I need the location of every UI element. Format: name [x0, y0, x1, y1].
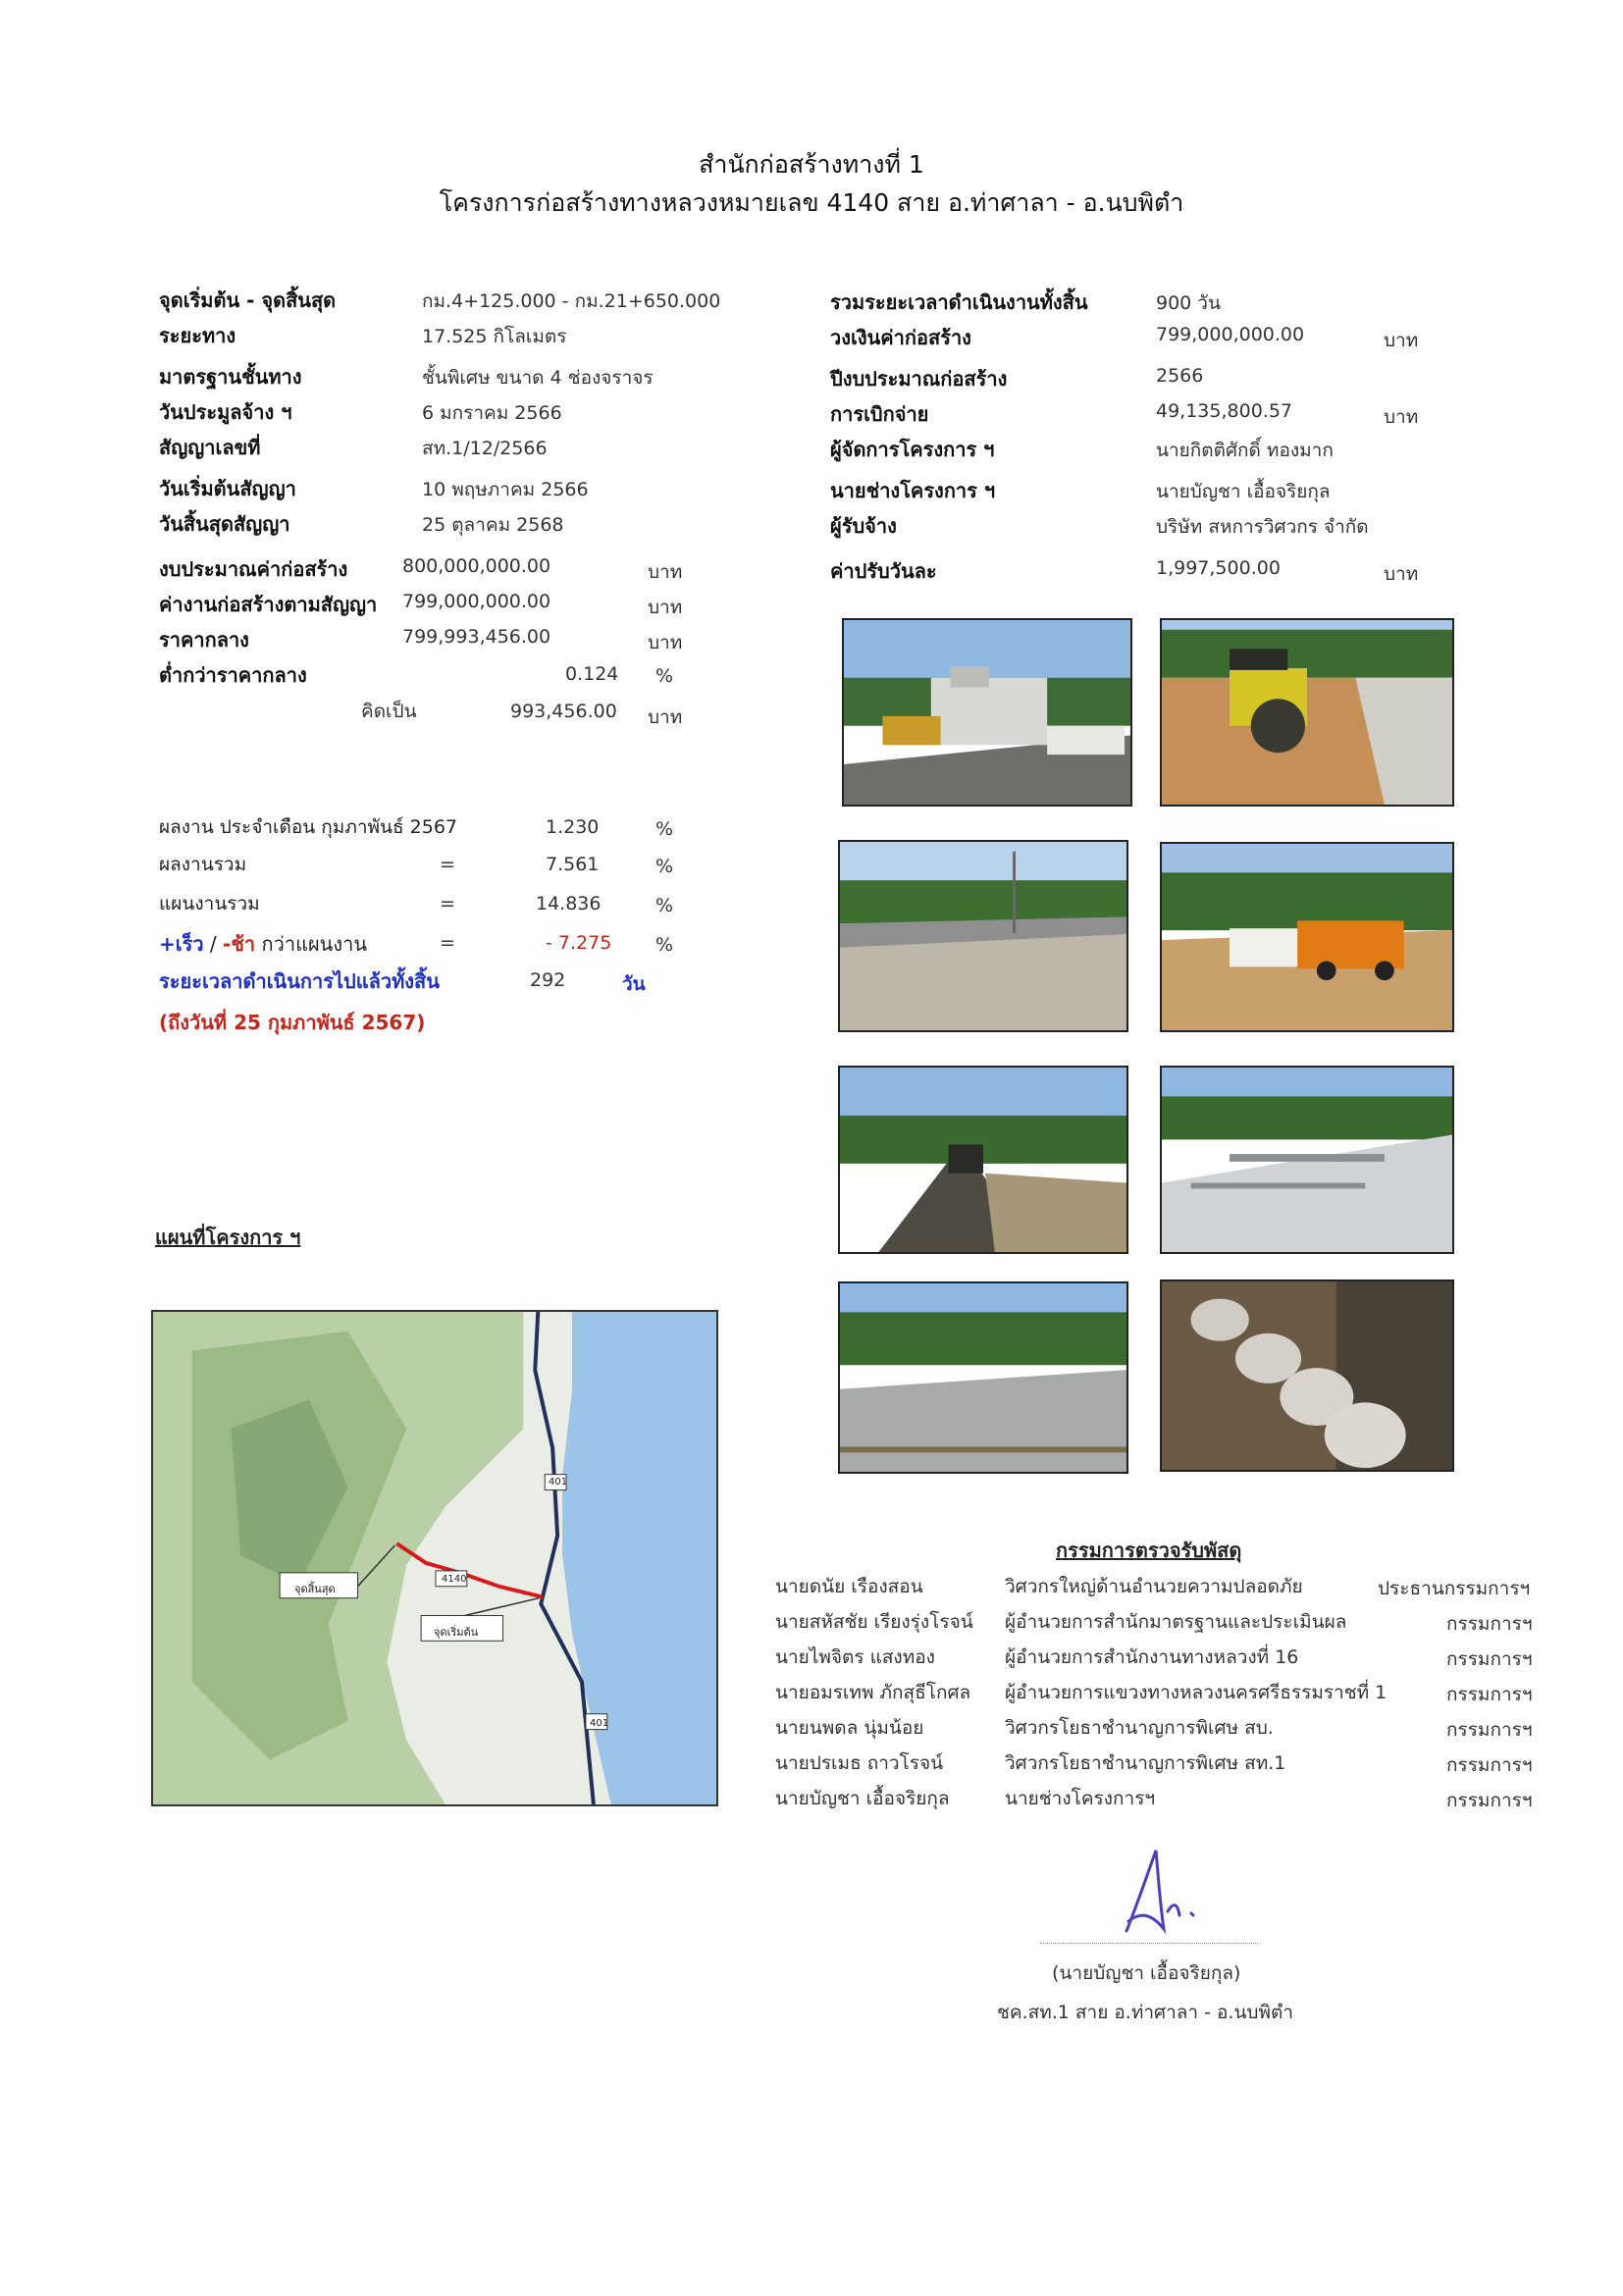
info-label: ระยะทาง: [159, 324, 236, 347]
fast-label: +เร็ว: [159, 932, 204, 956]
progress-monthly-value: 1.230: [546, 816, 600, 838]
info-value: 2566: [1156, 365, 1204, 387]
member-role: กรรมการฯ: [1446, 1648, 1533, 1670]
info-label: ผู้จัดการโครงการ ฯ: [830, 438, 995, 461]
budget-value: 800,000,000.00: [402, 555, 551, 577]
info-value: ชั้นพิเศษ ขนาด 4 ช่องจราจร: [422, 367, 654, 389]
member-role: กรรมการฯ: [1446, 1684, 1533, 1705]
member-role: กรรมการฯ: [1446, 1790, 1533, 1811]
info-value: สท.1/12/2566: [422, 438, 548, 459]
diff-label-rest: กว่าแผนงาน: [255, 932, 368, 956]
info-label: การเบิกจ่าย: [830, 402, 929, 426]
member-name: นายอมรเทพ ภักสุธีโกศล: [775, 1682, 971, 1703]
info-unit: บาท: [1384, 330, 1419, 351]
budget-unit: %: [655, 665, 674, 687]
slash-separator: /: [203, 932, 224, 956]
construction-photo-concrete-road: [1160, 1066, 1454, 1254]
construction-photo-paver: [838, 1066, 1128, 1254]
member-role: ประธานกรรมการฯ: [1378, 1578, 1531, 1599]
info-label: ผู้รับจ้าง: [830, 514, 897, 538]
progress-diff-label: [159, 928, 367, 960]
budget-diff-label: คิดเป็น: [361, 701, 417, 722]
budget-unit: บาท: [648, 597, 683, 618]
info-label: วงเงินค่าก่อสร้าง: [830, 326, 971, 349]
construction-photo-milling-machine: [842, 618, 1132, 807]
budget-unit: บาท: [648, 632, 683, 653]
member-position: วิศวกรใหญ่ด้านอำนวยความปลอดภัย: [1005, 1576, 1303, 1597]
budget-value: 799,993,456.00: [402, 626, 551, 648]
info-label: ปีงบประมาณก่อสร้าง: [830, 367, 1008, 391]
signer-title: ชค.สท.1 สาย อ.ท่าศาลา - อ.นบพิตำ: [997, 2002, 1294, 2023]
member-name: นายสหัสชัย เรียงรุ่งโรจน์: [775, 1611, 973, 1633]
budget-label: ค่างานก่อสร้างตามสัญญา: [159, 593, 378, 616]
progress-total-label: ผลงานรวม: [159, 854, 247, 875]
signature-line: [1040, 1943, 1258, 1944]
elapsed-unit: วัน: [622, 973, 646, 995]
progress-diff-value: - 7.275: [546, 932, 612, 954]
member-name: นายปรเมธ ถาวโรจน์: [775, 1752, 944, 1774]
member-name: นายนพดล นุ่มน้อย: [775, 1717, 924, 1739]
info-value: 25 ตุลาคม 2568: [422, 514, 564, 536]
progress-plan-label: แผนงานรวม: [159, 893, 260, 914]
member-name: นายบัญชา เอื้อจริยกุล: [775, 1788, 950, 1809]
end-point-label: จุดสิ้นสุด: [294, 1583, 336, 1595]
member-role: กรรมการฯ: [1446, 1719, 1533, 1741]
budget-label: ราคากลาง: [159, 628, 249, 652]
info-label: สัญญาเลขที่: [159, 436, 261, 459]
budget-unit: บาท: [648, 561, 683, 583]
info-value: นายบัญชา เอื้อจริยกุล: [1156, 481, 1331, 502]
equals-sign: =: [440, 893, 455, 914]
budget-label: งบประมาณค่าก่อสร้าง: [159, 557, 348, 581]
info-label: นายช่างโครงการ ฯ: [830, 479, 996, 502]
info-value: 900 วัน: [1156, 292, 1221, 314]
highway-401-label: 401: [590, 1718, 609, 1729]
start-point-label: จุดเริ่มต้น: [434, 1626, 479, 1639]
info-label: มาตรฐานชั้นทาง: [159, 365, 302, 389]
info-value: กม.4+125.000 - กม.21+650.000: [422, 290, 721, 312]
percent-sign: %: [655, 818, 674, 840]
member-position: ผู้อำนวยการแขวงทางหลวงนครศรีธรรมราชที่ 1: [1005, 1682, 1387, 1703]
info-value: 49,135,800.57: [1156, 400, 1293, 422]
member-position: วิศวกรโยธาชำนาญการพิเศษ สบ.: [1005, 1717, 1274, 1739]
member-position: ผู้อำนวยการสำนักงานทางหลวงที่ 16: [1005, 1646, 1299, 1668]
info-unit: บาท: [1384, 406, 1419, 428]
info-value: 799,000,000.00: [1156, 324, 1305, 345]
office-title: สำนักก่อสร้างทางที่ 1: [699, 150, 924, 179]
map-heading: แผนที่โครงการ ฯ: [155, 1226, 301, 1249]
construction-photo-road-roller: [1160, 618, 1454, 807]
elapsed-value: 292: [530, 969, 566, 991]
as-of-date: (ถึงวันที่ 25 กุมภาพันธ์ 2567): [159, 1011, 426, 1034]
progress-total-value: 7.561: [546, 854, 600, 875]
equals-sign: =: [440, 854, 455, 875]
info-label: วันเริ่มต้นสัญญา: [159, 477, 296, 500]
info-label: รวมระยะเวลาดำเนินงานทั้งสิ้น: [830, 290, 1088, 314]
info-label: วันสิ้นสุดสัญญา: [159, 512, 290, 536]
member-position: วิศวกรโยธาชำนาญการพิเศษ สท.1: [1005, 1752, 1286, 1774]
slow-label: -ช้า: [223, 932, 256, 956]
project-title: โครงการก่อสร้างทางหลวงหมายเลข 4140 สาย อ.ท่าศาลา - อ.นบพิตำ: [439, 188, 1184, 217]
equals-sign: =: [440, 932, 455, 954]
info-label: ค่าปรับวันละ: [830, 559, 937, 583]
member-name: นายไพจิตร แสงทอง: [775, 1646, 935, 1668]
percent-sign: %: [655, 934, 674, 956]
member-role: กรรมการฯ: [1446, 1613, 1533, 1635]
progress-plan-value: 14.836: [536, 893, 602, 914]
info-value: 17.525 กิโลเมตร: [422, 326, 567, 347]
info-label: วันประมูลจ้าง ฯ: [159, 400, 292, 424]
member-position: ผู้อำนวยการสำนักมาตรฐานและประเมินผล: [1005, 1611, 1347, 1633]
committee-heading: กรรมการตรวจรับพัสดุ: [1056, 1539, 1242, 1562]
budget-value: 799,000,000.00: [402, 591, 551, 612]
info-value: นายกิตติศักดิ์ ทองมาก: [1156, 440, 1334, 461]
info-value: 6 มกราคม 2566: [422, 402, 562, 424]
info-value: บริษัท สหการวิศวกร จำกัด: [1156, 516, 1369, 538]
percent-sign: %: [655, 895, 674, 916]
member-position: นายช่างโครงการฯ: [1005, 1788, 1156, 1809]
info-unit: บาท: [1384, 563, 1419, 585]
construction-photo-water-truck: [1160, 842, 1454, 1032]
construction-photo-drainage-pipes: [1160, 1279, 1454, 1472]
info-label: จุดเริ่มต้น - จุดสิ้นสุด: [159, 288, 337, 312]
member-role: กรรมการฯ: [1446, 1754, 1533, 1776]
budget-value: 0.124: [565, 663, 619, 685]
route-4140-label: 4140: [442, 1574, 467, 1585]
construction-photo-wet-concrete: [838, 1281, 1128, 1474]
member-name: นายดนัย เรืองสอน: [775, 1576, 923, 1597]
handwritten-signature: [1099, 1843, 1217, 1941]
progress-monthly-label: ผลงาน ประจำเดือน กุมภาพันธ์ 2567: [159, 816, 458, 838]
info-value: 1,997,500.00: [1156, 557, 1281, 579]
construction-photo-road-base: [838, 840, 1128, 1032]
elapsed-label: ระยะเวลาดำเนินการไปแล้วทั้งสิ้น: [159, 969, 440, 993]
budget-diff-unit: บาท: [648, 706, 683, 728]
budget-diff-value: 993,456.00: [510, 701, 617, 722]
highway-401-label: 401: [549, 1477, 568, 1487]
project-map: [151, 1310, 718, 1806]
budget-label: ต่ำกว่าราคากลาง: [159, 663, 307, 687]
signer-name: (นายบัญชา เอื้อจริยกุล): [1052, 1962, 1241, 1984]
percent-sign: %: [655, 856, 674, 877]
info-value: 10 พฤษภาคม 2566: [422, 479, 589, 500]
